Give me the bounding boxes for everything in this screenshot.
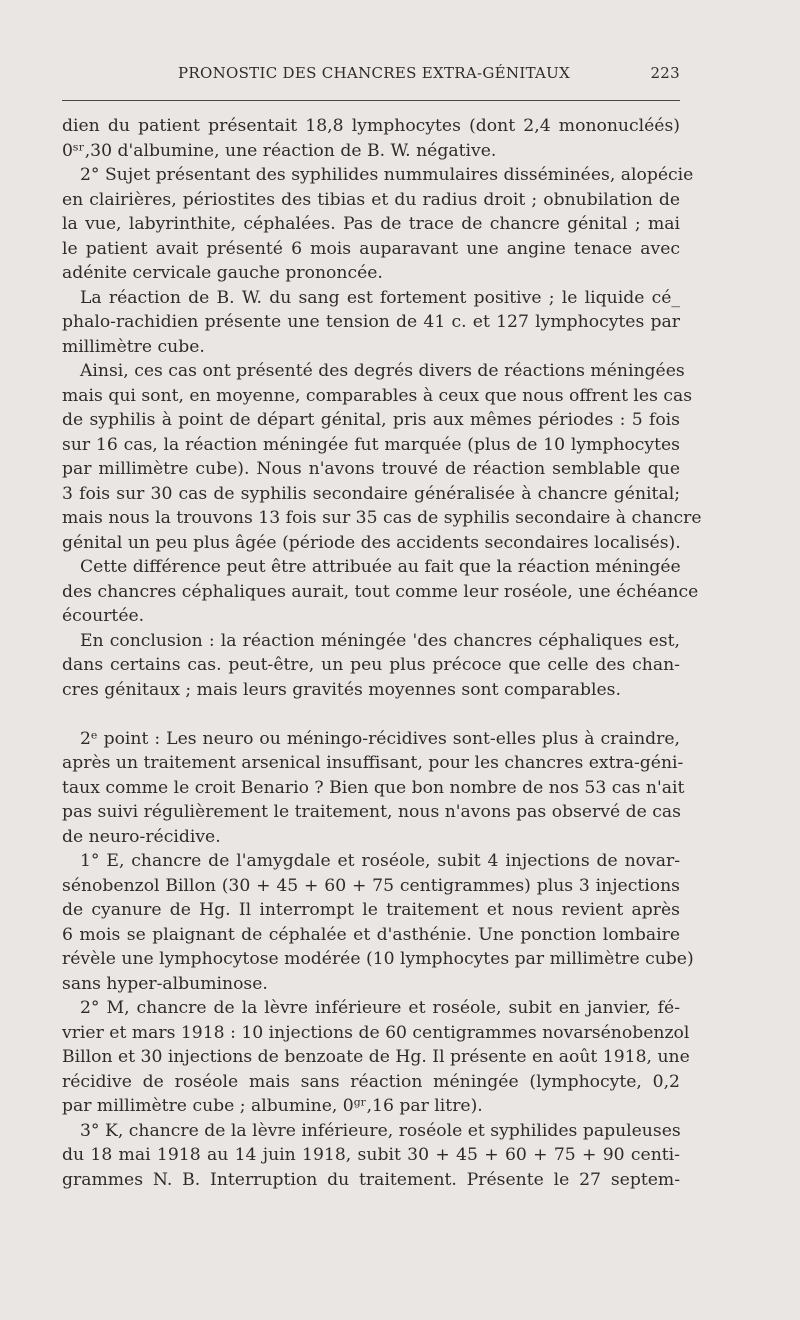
text-line: 2ᵉ point : Les neuro ou méningo-récidives sont-elles plus à craindre,: [80, 728, 680, 749]
text-line: dans certains cas. peut-être, un peu plus précoce que celle des chan-: [62, 655, 680, 675]
text-line: 1° E, chancre de l'amygdale et roséole, subit 4 injections de novar-: [80, 851, 680, 871]
page-header: [62, 62, 680, 86]
text-line: 2° M, chancre de la lèvre inférieure et roséole, subit en janvier, fé-: [80, 998, 680, 1018]
text-line: en clairières, périostites des tibias et du radius droit ; obnubilation de: [62, 189, 680, 210]
text-line: 2° Sujet présentant des syphilides nummulaires disséminées, alopécie: [80, 165, 694, 185]
text-line: 6 mois se plaignant de céphalée et d'asthénie. Une ponction lombaire: [62, 924, 680, 945]
text-line: millimètre cube.: [62, 336, 205, 357]
text-line: La réaction de B. W. du sang est fortement positive ; le liquide cé_: [80, 287, 680, 308]
text-line: des chancres céphaliques aurait, tout comme leur roséole, une échéance: [62, 581, 699, 602]
text-line: 0ˢʳ,30 d'albumine, une réaction de B. W. négative.: [62, 140, 497, 161]
paragraph-gap: [62, 702, 680, 727]
text-line: pas suivi régulièrement le traitement, nous n'avons pas observé de cas: [62, 802, 681, 822]
text-line: la vue, labyrinthite, céphalées. Pas de trace de chancre génital ; mai: [62, 214, 680, 234]
text-line: récidive de roséole mais sans réaction méningée (lymphocyte, 0,2: [62, 1071, 680, 1092]
text-line: Cette différence peut être attribuée au fait que la réaction méningée: [80, 557, 681, 577]
text-line: par millimètre cube). Nous n'avons trouvé de réaction semblable que: [62, 459, 680, 479]
text-line: sénobenzol Billon (30 + 45 + 60 + 75 centigrammes) plus 3 injections: [62, 875, 680, 896]
text-line: Ainsi, ces cas ont présenté des degrés divers de réactions méningées: [80, 361, 685, 381]
text-line: du 18 mai 1918 au 14 juin 1918, subit 30 + 45 + 60 + 75 + 90 centi-: [62, 1145, 680, 1165]
running-title: PRONOSTIC DES CHANCRES EXTRA-GÉNITAUX: [178, 64, 571, 82]
text-line: vrier et mars 1918 : 10 injections de 60 centigrammes novarsénobenzol: [62, 1022, 690, 1043]
text-line: de neuro-récidive.: [62, 826, 221, 847]
text-line: par millimètre cube ; albumine, 0ᵍʳ,16 par litre).: [62, 1096, 483, 1116]
text-line: adénite cervicale gauche prononcée.: [62, 263, 383, 283]
text-line: de syphilis à point de départ génital, pris aux mêmes périodes : 5 fois: [62, 410, 680, 430]
text-line: phalo-rachidien présente une tension de 41 c. et 127 lymphocytes par: [62, 312, 680, 332]
text-line: dien du patient présentait 18,8 lymphocytes (dont 2,4 mononucléés): [62, 116, 680, 136]
text-line: le patient avait présenté 6 mois auparavant une angine tenace avec: [62, 238, 680, 259]
text-line: 3° K, chancre de la lèvre inférieure, roséole et syphilides papuleuses: [80, 1120, 681, 1141]
text-line: génital un peu plus âgée (période des accidents secondaires localisés).: [62, 532, 681, 553]
text-line: de cyanure de Hg. Il interrompt le traitement et nous revient après: [62, 900, 680, 920]
text-line: cres génitaux ; mais leurs gravités moyennes sont comparables.: [62, 679, 621, 700]
text-line: 3 fois sur 30 cas de syphilis secondaire généralisée à chancre génital;: [62, 483, 680, 504]
text-line: sur 16 cas, la réaction méningée fut marquée (plus de 10 lymphocytes: [62, 434, 680, 455]
text-line: Billon et 30 injections de benzoate de Hg. Il présente en août 1918, une: [62, 1047, 690, 1067]
text-line: grammes N. B. Interruption du traitement. Présente le 27 septem-: [62, 1169, 680, 1190]
text-line: En conclusion : la réaction méningée 'des chancres céphaliques est,: [80, 630, 680, 651]
text-line: après un traitement arsenical insuffisant, pour les chancres extra-géni-: [62, 753, 684, 773]
text-line: mais qui sont, en moyenne, comparables à ceux que nous offrent les cas: [62, 385, 693, 406]
text-line: taux comme le croit Benario ? Bien que bon nombre de nos 53 cas n'ait: [62, 777, 685, 798]
text-line: révèle une lymphocytose modérée (10 lymphocytes par millimètre cube): [62, 949, 694, 969]
header-rule: [62, 100, 680, 101]
page-number: 223: [650, 64, 680, 82]
text-line: sans hyper-albuminose.: [62, 973, 268, 994]
text-line: mais nous la trouvons 13 fois sur 35 cas de syphilis secondaire à chancre: [62, 508, 702, 528]
body-text: [62, 114, 702, 1192]
text-line: écourtée.: [62, 606, 145, 626]
